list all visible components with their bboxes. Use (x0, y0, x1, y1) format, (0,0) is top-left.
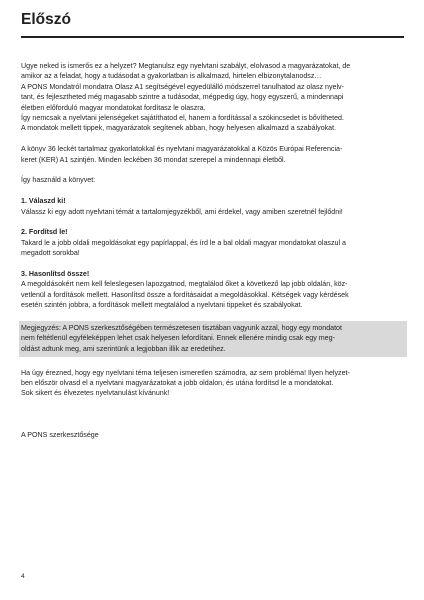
step-heading: 2. Fordítsd le! (21, 228, 68, 237)
text-line: amikor az a feladat, hogy a tudásodat a gyakorlatban is alkalmazd, hirtelen elbizonytalanodsz… (21, 72, 322, 81)
intro-paragraph (21, 61, 407, 134)
text-line: Takard le a jobb oldali megoldásokat egy papírlappal, és írd le a bal oldali magyar mondatokat olaszul a (21, 238, 346, 247)
page-header (21, 10, 404, 38)
text-line: Ha úgy érezned, hogy egy nyelvtani téma teljesen ismeretlen számodra, az sem probléma! Ilyen helyzet- (21, 368, 350, 377)
page-title: Előszó (21, 11, 71, 28)
page-number: 4 (21, 573, 25, 580)
text-line: keret (KER) A1 szintjén. Minden leckében 36 mondat szerepel a mindennapi életből. (21, 155, 286, 164)
usage-intro: Így használd a könyvet: (21, 176, 96, 185)
step-3 (21, 269, 407, 311)
text-line: oldást adtunk meg, ami szerintünk a legjobban illik az eredetihez. (21, 344, 226, 353)
text-line: életben előforduló magyar mondatokat fordítasz le olaszra. (21, 103, 206, 112)
text-line: megadott sorokba! (21, 249, 80, 258)
text-line: Válassz ki egy adott nyelvtani témát a tartalomjegyzékből, ami érdekel, vagy amiben szeretnél fejlődni! (21, 207, 343, 216)
text-line: A könyv 36 leckét tartalmaz gyakorlatokkal és nyelvtani magyarázatokkal a Közös Európai Referencia- (21, 145, 343, 154)
text-line: ben először olvasd el a nyelvtani magyarázatokat a jobb oldalon, és utána fordítsd le a mondatokat. (21, 379, 334, 388)
text-line: esetén szintén jobbra, a fordítások mellett megtalálod a nyelvtani tippeket és szabályokat. (21, 301, 303, 310)
text-line: tant, és fejlesztheted még magasabb szintre a tudásodat, mégpedig úgy, hogy egyszerű, a mindennapi (21, 93, 344, 102)
text-line: A PONS Mondatról mondatra Olasz A1 segítségével egyedülálló módszerrel tanulhatod az olasz nyelv- (21, 82, 344, 91)
signature: A PONS szerkesztősége (21, 431, 99, 440)
text-line: Ugye neked is ismerős ez a helyzet? Megtanulsz egy nyelvtani szabályt, elolvasod a magyarázatokat, de (21, 62, 351, 70)
text-line: Sok sikert és élvezetes nyelvtanulást kívánunk! (21, 389, 170, 398)
text-line: nem feltétlenül egyféleképpen lehet csak helyesen lefordítani. Ennek ellenére mindig csak egy meg- (21, 334, 335, 343)
book-info-paragraph (21, 144, 407, 165)
page-content (21, 61, 407, 440)
text-line: A megoldásokért nem kell feleslegesen lapozgatnod, megtalálod őket a következő lap jobb oldalán, köz- (21, 280, 348, 289)
step-1 (21, 196, 407, 217)
text-line: Megjegyzés: A PONS szerkesztőségében természetesen tisztában vagyunk azzal, hogy egy mondatot (21, 324, 342, 333)
step-heading: 3. Hasonlítsd össze! (21, 270, 90, 279)
text-line: Így nemcsak a nyelvtani jelenségeket sajátíthatod el, hanem a fordítással a szókincsedet is bővítheted. (21, 114, 344, 123)
text-line: vetlenül a fordítások mellett. Hasonlítsd össze a fordításaidat a megoldásokkal. Kétségek vagy kérdések (21, 290, 349, 299)
note-box (19, 321, 407, 357)
step-heading: 1. Válaszd ki! (21, 197, 66, 206)
step-2 (21, 227, 407, 258)
text-line: A mondatok mellett tippek, magyarázatok segítenek abban, hogy helyesen alkalmazd a szabályokat. (21, 124, 337, 133)
closing-paragraph (21, 368, 407, 399)
